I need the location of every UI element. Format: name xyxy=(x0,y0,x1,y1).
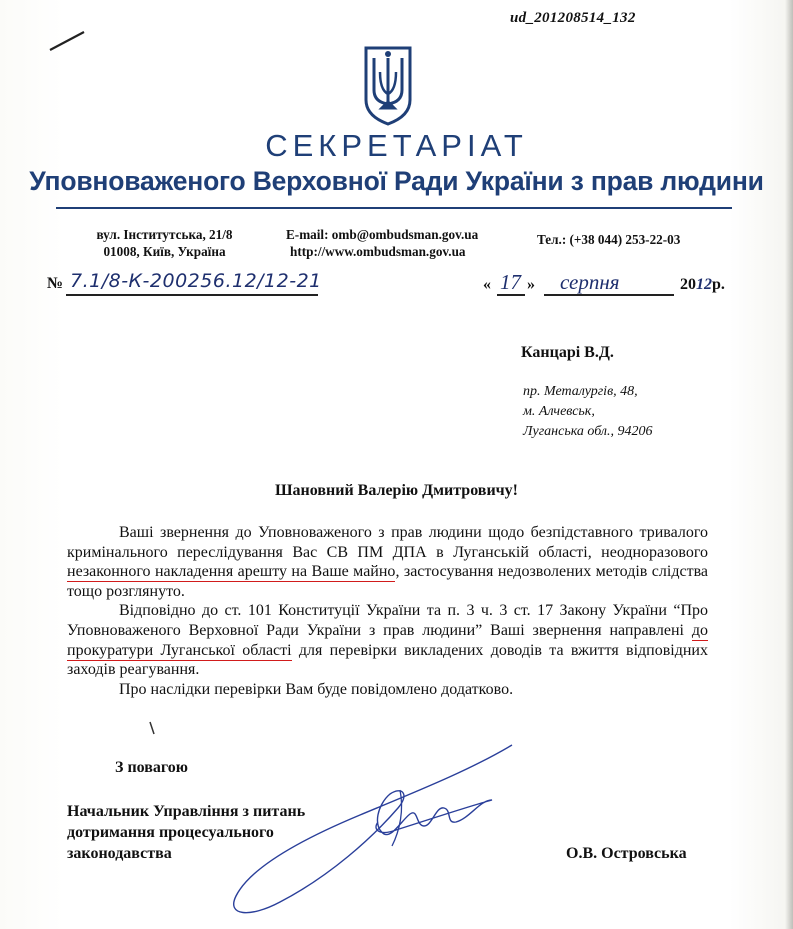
body-text: Ваші звернення до Уповноваженого з прав людини щодо безпідставного тривалого кримінального переслідування Вас СВ ПМ ДПА в Луганській області, неодноразового xyxy=(67,524,708,561)
date-quote-close: » xyxy=(527,276,535,293)
recipient-name: Канцарі В.Д. xyxy=(521,344,614,361)
body-paragraph: Про наслідки перевірки Вам буде повідомлено додатково. xyxy=(119,680,514,698)
trident-emblem-icon xyxy=(360,44,416,128)
scan-shadow xyxy=(785,0,793,929)
signatory-name: О.В. Островська xyxy=(566,845,687,862)
org-title: СЕКРЕТАРІАТ xyxy=(265,128,528,163)
body-text: Відповідно до ст. 101 Конституції України та п. 3 ч. 3 ст. 17 Закону України “Про Уповноваженого Верховної Ради України з прав людини” Ваші звернення направлені xyxy=(67,602,708,639)
reference-number-handwritten: 7.1/8-К-200256.12/12-21 xyxy=(70,270,322,292)
number-underline xyxy=(66,294,318,296)
website-line: http://www.ombudsman.gov.ua xyxy=(290,244,466,259)
body-text: , застосування недозволених методів слідства тощо розглянуто. xyxy=(67,563,709,600)
position-line: Начальник Управління з питань xyxy=(67,803,306,820)
pen-mark xyxy=(48,28,88,54)
address-line: вул. Інститутська, 21/8 xyxy=(96,227,233,242)
year-end: р. xyxy=(712,276,725,293)
recipient-region: Луганська обл., 94206 xyxy=(523,424,653,439)
date-year xyxy=(680,276,725,294)
body-paragraph xyxy=(67,523,708,601)
org-subtitle: Уповноваженого Верховної Ради України з прав людини xyxy=(29,166,764,196)
address-line: 01008, Київ, Україна xyxy=(103,244,226,259)
highlighted-phrase: до прокуратури Луганської області xyxy=(67,621,708,659)
email-line: E-mail: omb@ombudsman.gov.ua xyxy=(286,227,479,242)
letter-body xyxy=(67,523,708,699)
date-month: серпня xyxy=(560,270,620,294)
body-text: для перевірки викладених доводів та вжиття відповідних заходів реагування. xyxy=(67,641,708,679)
sender-contacts xyxy=(286,226,478,260)
greeting: Шановний Валерію Дмитровичу! xyxy=(274,482,519,499)
closing-regards: З повагою xyxy=(115,759,188,776)
day-underline xyxy=(497,294,525,296)
recipient-city: м. Алчевськ, xyxy=(523,404,595,419)
header-divider xyxy=(56,207,732,209)
recipient-address xyxy=(523,382,653,442)
phone-line: Тел.: (+38 044) 253-22-03 xyxy=(537,232,681,247)
body-paragraph xyxy=(67,601,708,679)
sender-address xyxy=(62,226,267,260)
document-id: ud_201208514_132 xyxy=(510,10,636,26)
month-underline xyxy=(544,294,674,296)
year-prefix: 20 xyxy=(680,276,696,293)
date-day: 17 xyxy=(500,270,521,294)
position-line: законодавства xyxy=(67,845,172,862)
position-line: дотримання процесуального xyxy=(67,824,274,841)
highlighted-phrase: незаконного накладення арешту на Ваше майно xyxy=(67,563,396,581)
reference-number-label: № xyxy=(47,275,64,292)
date-quote-open: « xyxy=(483,276,491,293)
signatory-position xyxy=(67,801,305,864)
recipient-street: пр. Металургів, 48, xyxy=(523,384,638,399)
year-suffix: 12 xyxy=(696,276,712,293)
